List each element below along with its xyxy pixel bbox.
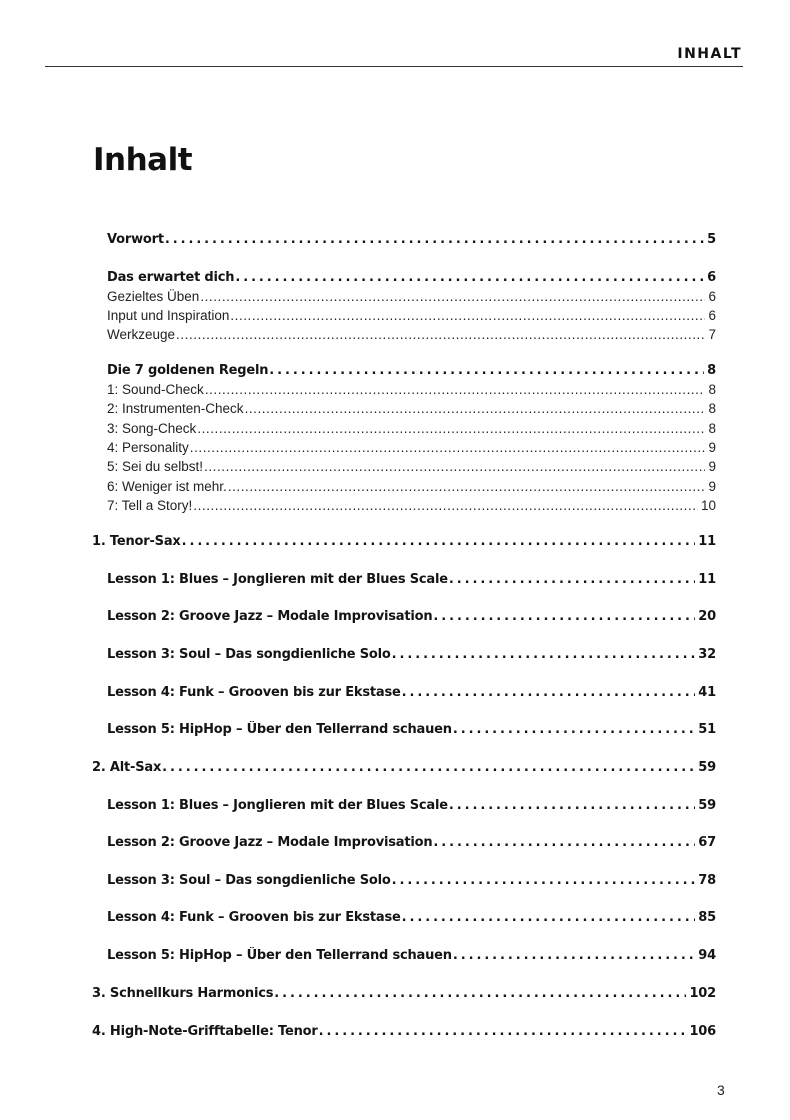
toc-entry-page: 20: [698, 609, 716, 624]
toc-entry-page: 6: [708, 289, 716, 304]
toc-entry[interactable]: [107, 646, 716, 664]
toc-entry-page: 6: [708, 308, 716, 323]
toc-entry-page: 8: [708, 421, 716, 436]
toc-entry-page: 5: [707, 232, 716, 247]
dot-leader: [165, 231, 704, 249]
dot-leader: [453, 947, 695, 965]
dot-leader: [200, 288, 705, 306]
dot-leader: [449, 571, 695, 589]
toc-entry[interactable]: [107, 326, 716, 344]
toc-entry-title: 2. Alt-Sax: [92, 760, 162, 775]
toc-entry-title: Lesson 4: Funk – Grooven bis zur Ekstase: [107, 910, 401, 925]
toc-entry-title: Gezieltes Üben: [107, 289, 200, 304]
dot-leader: [449, 797, 695, 815]
toc-entry-page: 59: [698, 760, 716, 775]
toc-entry-title: Lesson 5: HipHop – Über den Tellerrand schauen: [107, 722, 452, 737]
toc-entry[interactable]: [107, 420, 716, 438]
toc-entry-title: Werkzeuge: [107, 327, 176, 342]
dot-leader: [176, 326, 705, 344]
toc-entry-title: Lesson 3: Soul – Das songdienliche Solo: [107, 647, 391, 662]
toc-entry-title: 4: Personality: [107, 440, 189, 455]
dot-leader: [197, 420, 705, 438]
toc-entry-title: 6: Weniger ist mehr.: [107, 479, 227, 494]
dot-leader: [190, 439, 706, 457]
toc-entry-page: 8: [708, 382, 716, 397]
toc-entry-page: 9: [708, 479, 716, 494]
toc-entry-title: Lesson 3: Soul – Das songdienliche Solo: [107, 873, 391, 888]
toc-entry[interactable]: [92, 985, 716, 1003]
running-header: INHALT: [677, 46, 742, 62]
dot-leader: [193, 497, 698, 515]
toc-entry[interactable]: [107, 721, 716, 739]
toc-entry-page: 94: [698, 948, 716, 963]
toc-entry-title: Lesson 5: HipHop – Über den Tellerrand schauen: [107, 948, 452, 963]
toc-entry-page: 6: [707, 270, 716, 285]
toc-entry-page: 9: [708, 459, 716, 474]
toc-entry-page: 32: [698, 647, 716, 662]
toc-entry[interactable]: [107, 439, 716, 457]
toc-entry[interactable]: [107, 381, 716, 399]
toc-entry-page: 11: [698, 534, 716, 549]
toc-entry[interactable]: [107, 400, 716, 418]
dot-leader: [319, 1023, 687, 1041]
toc-entry-page: 102: [689, 986, 716, 1001]
page-title: Inhalt: [93, 142, 193, 178]
toc-entry-title: 4. High-Note-Grifftabelle: Tenor: [92, 1024, 318, 1039]
toc-entry-title: Vorwort: [107, 232, 164, 247]
toc-entry-page: 8: [707, 363, 716, 378]
toc-entry[interactable]: [107, 872, 716, 890]
toc-entry-title: 2: Instrumenten-Check: [107, 401, 244, 416]
toc-entry-title: Lesson 2: Groove Jazz – Modale Improvisation: [107, 609, 433, 624]
toc-entry[interactable]: [107, 269, 716, 287]
toc-entry[interactable]: [107, 571, 716, 589]
toc-entry-title: 3: Song-Check: [107, 421, 197, 436]
toc-entry-title: 3. Schnellkurs Harmonics: [92, 986, 274, 1001]
dot-leader: [392, 646, 696, 664]
toc-entry[interactable]: [92, 759, 716, 777]
toc-entry-title: Lesson 1: Blues – Jonglieren mit der Blues Scale: [107, 572, 448, 587]
dot-leader: [182, 533, 696, 551]
header-divider: [45, 66, 743, 67]
toc-entry-title: Lesson 4: Funk – Grooven bis zur Ekstase: [107, 685, 401, 700]
toc-entry[interactable]: [107, 458, 716, 476]
toc-entry[interactable]: [107, 478, 716, 496]
toc-entry-page: 11: [698, 572, 716, 587]
toc-entry-title: Die 7 goldenen Regeln: [107, 363, 269, 378]
dot-leader: [204, 458, 705, 476]
dot-leader: [269, 362, 704, 380]
toc-entry-title: Lesson 2: Groove Jazz – Modale Improvisation: [107, 835, 433, 850]
dot-leader: [274, 985, 686, 1003]
toc-entry-page: 7: [708, 327, 716, 342]
dot-leader: [162, 759, 695, 777]
toc-entry-title: 1: Sound-Check: [107, 382, 204, 397]
toc-entry-title: Das erwartet dich: [107, 270, 235, 285]
toc-entry-title: Lesson 1: Blues – Jonglieren mit der Blues Scale: [107, 798, 448, 813]
toc-entry[interactable]: [107, 307, 716, 325]
dot-leader: [433, 834, 695, 852]
dot-leader: [433, 608, 695, 626]
toc-entry[interactable]: [107, 362, 716, 380]
toc-entry[interactable]: [107, 288, 716, 306]
toc-entry-page: 85: [698, 910, 716, 925]
toc-entry-page: 10: [700, 498, 716, 513]
dot-leader: [453, 721, 695, 739]
toc-entry[interactable]: [92, 533, 716, 551]
toc-entry-page: 67: [698, 835, 716, 850]
toc-entry[interactable]: [107, 797, 716, 815]
toc-entry[interactable]: [107, 909, 716, 927]
toc-entry-page: 59: [698, 798, 716, 813]
toc-entry[interactable]: [107, 608, 716, 626]
page-number: 3: [717, 1082, 725, 1098]
dot-leader: [245, 400, 706, 418]
dot-leader: [235, 269, 704, 287]
dot-leader: [228, 478, 706, 496]
toc-entry[interactable]: [107, 947, 716, 965]
toc-entry-title: 5: Sei du selbst!: [107, 459, 204, 474]
toc-entry[interactable]: [107, 497, 716, 515]
toc-entry[interactable]: [92, 1023, 716, 1041]
dot-leader: [205, 381, 706, 399]
dot-leader: [402, 909, 696, 927]
toc-entry-title: 7: Tell a Story!: [107, 498, 193, 513]
toc-entry-page: 9: [708, 440, 716, 455]
toc-entry[interactable]: [107, 834, 716, 852]
toc-entry-page: 8: [708, 401, 716, 416]
dot-leader: [402, 684, 696, 702]
toc-entry-title: 1. Tenor-Sax: [92, 534, 181, 549]
toc-entry[interactable]: [107, 684, 716, 702]
toc-entry-page: 78: [698, 873, 716, 888]
toc-entry-page: 106: [689, 1024, 716, 1039]
toc-entry[interactable]: [107, 231, 716, 249]
toc-entry-title: Input und Inspiration: [107, 308, 230, 323]
dot-leader: [230, 307, 705, 325]
dot-leader: [392, 872, 696, 890]
toc-entry-page: 51: [698, 722, 716, 737]
toc-entry-page: 41: [698, 685, 716, 700]
